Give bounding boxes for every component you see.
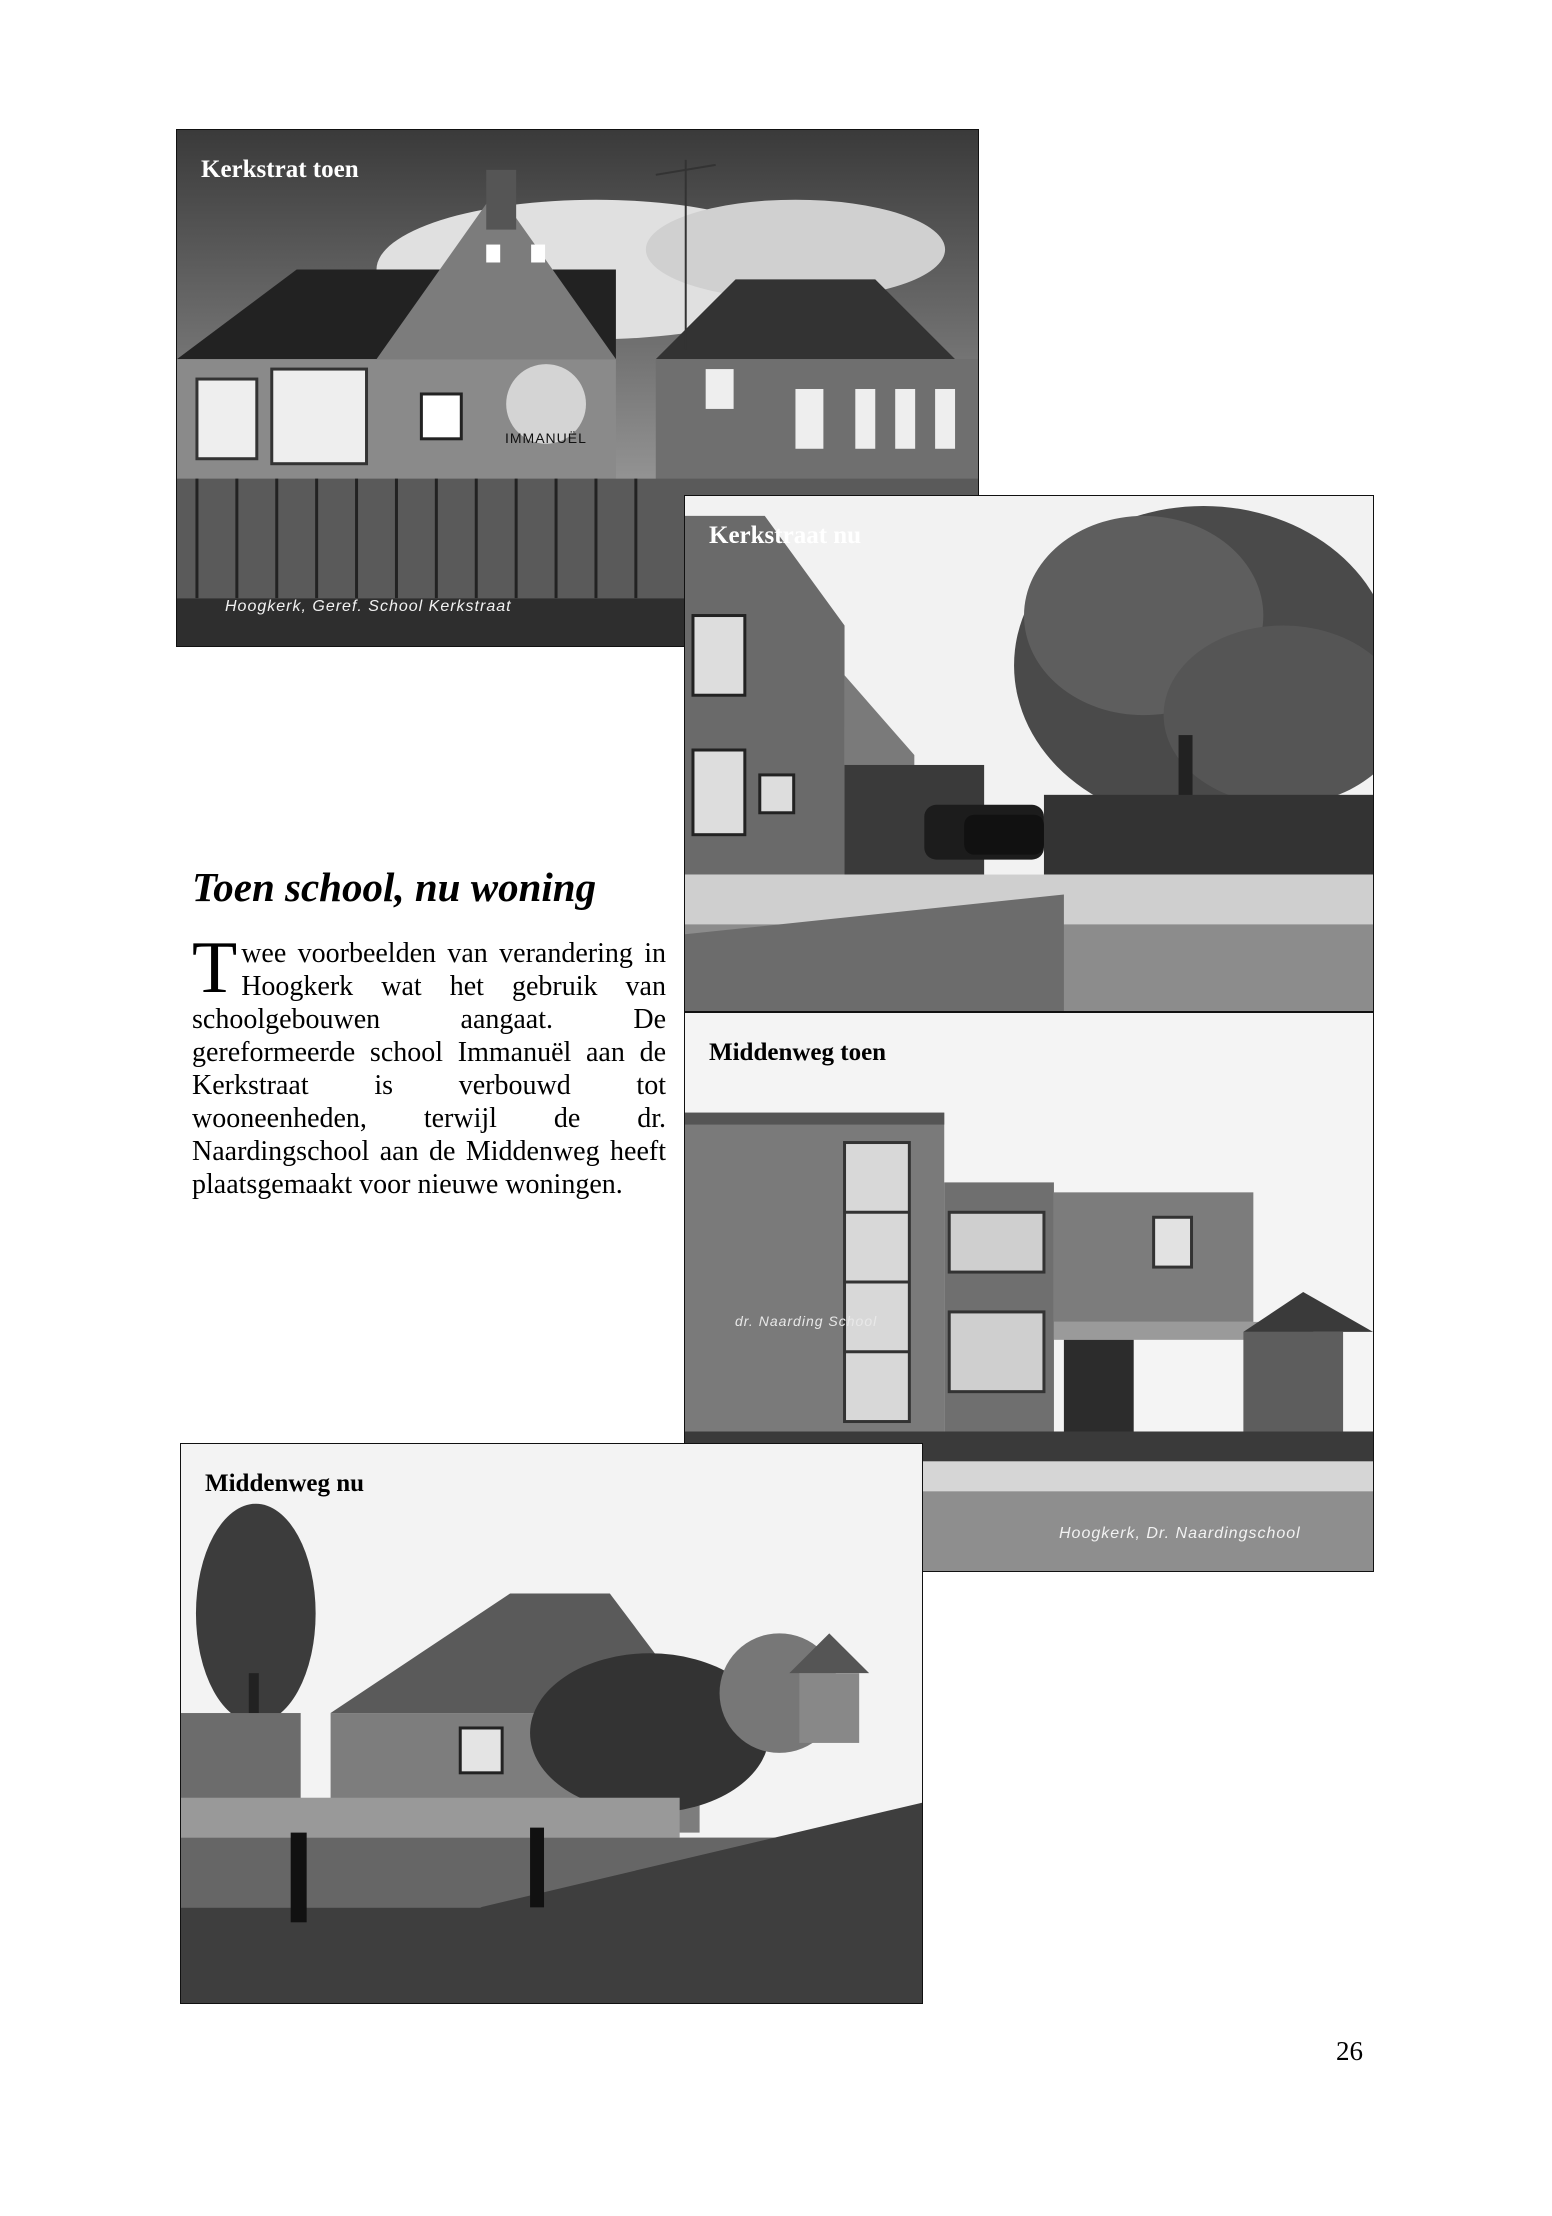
photo-caption: Kerkstraat nu	[709, 522, 862, 549]
photo-caption: Kerkstrat toen	[201, 156, 359, 183]
drop-cap: T	[192, 927, 238, 1009]
photo-stamp-text: Hoogkerk, Geref. School Kerkstraat	[225, 598, 512, 615]
photo-stamp-text: Hoogkerk, Dr. Naardingschool	[1059, 1525, 1301, 1542]
school-sign-text: IMMANUËL	[505, 430, 587, 446]
photo-caption: Middenweg toen	[709, 1039, 887, 1066]
article-body	[192, 927, 666, 1201]
photo-caption: Middenweg nu	[205, 1470, 365, 1497]
photo-middenweg-nu	[180, 1443, 923, 2004]
middenweg-nu-image	[181, 1444, 922, 2003]
kerkstraat-nu-image	[685, 496, 1373, 1011]
article-heading: Toen school, nu woning	[192, 864, 597, 910]
article-body-text: wee voorbeelden van verandering in Hoogkerk wat het gebruik van schoolgebouwen aangaat. De gereformeerde school Immanuël aan de Kerkstraat is verbouwd tot wooneenheden, terwijl de dr. Naardingschool aan de Middenweg heeft plaatsgemaakt voor nieuwe woningen.	[192, 938, 666, 1200]
page-number: 26	[1336, 2036, 1363, 2066]
school-sign-text: dr. Naarding School	[735, 1313, 878, 1329]
photo-kerkstraat-nu	[684, 495, 1374, 1012]
